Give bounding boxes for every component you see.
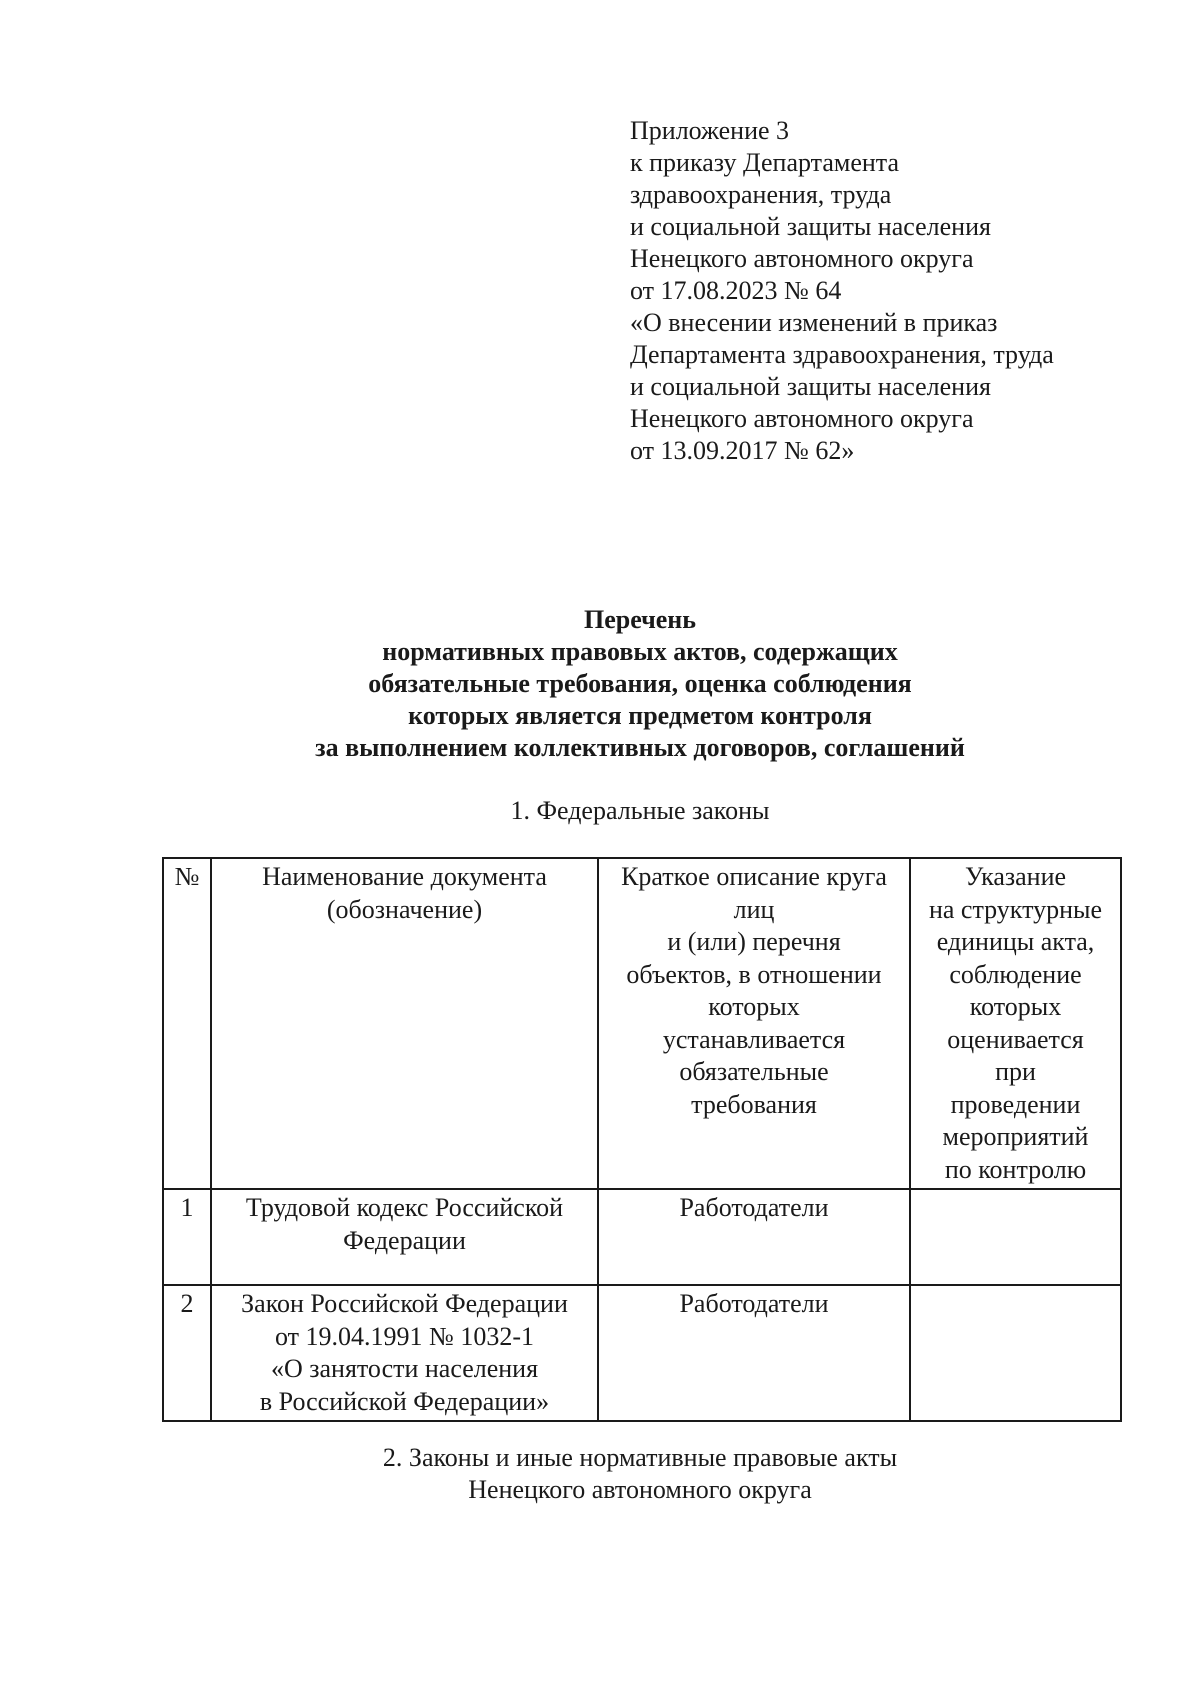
table-row <box>163 1189 1121 1285</box>
cell-structural-units <box>910 1189 1121 1285</box>
annex-line: Приложение 3 <box>630 116 790 145</box>
cell-document-name: Трудовой кодекс Российской Федерации <box>211 1189 598 1285</box>
header-structural-units: Указание на структурные единицы акта, соблюдение которых оценивается при проведении мероприятий по контролю <box>910 858 1121 1189</box>
cell-number: 1 <box>163 1189 211 1285</box>
annex-line: и социальной защиты населения <box>630 212 991 241</box>
acts-table <box>162 857 1122 1422</box>
annex-line: Департамента здравоохранения, труда <box>630 340 1054 369</box>
section-1-heading: 1. Федеральные законы <box>510 796 770 825</box>
annex-line: от 17.08.2023 № 64 <box>630 276 842 305</box>
header-number: № <box>163 858 211 1189</box>
header-document-name: Наименование документа (обозначение) <box>211 858 598 1189</box>
annex-header <box>630 115 1150 467</box>
header-description: Краткое описание круга лиц и (или) перечня объектов, в отношении которых устанавливается обязательные требования <box>598 858 910 1189</box>
annex-line: Ненецкого автономного округа <box>630 404 974 433</box>
section-2-heading <box>150 1442 1130 1506</box>
annex-line: к приказу Департамента <box>630 148 900 177</box>
annex-line: здравоохранения, труда <box>630 180 892 209</box>
title-line: за выполнением коллективных договоров, соглашений <box>315 733 965 762</box>
cell-document-name: Закон Российской Федерации от 19.04.1991 № 1032-1 «О занятости населения в Российской Федерации» <box>211 1285 598 1421</box>
title-line: Перечень <box>583 605 697 634</box>
table-header-row <box>163 858 1121 1189</box>
section-2-line: Ненецкого автономного округа <box>468 1475 812 1504</box>
cell-description: Работодатели <box>598 1189 910 1285</box>
cell-number: 2 <box>163 1285 211 1421</box>
cell-description: Работодатели <box>598 1285 910 1421</box>
table-row <box>163 1285 1121 1421</box>
annex-line: Ненецкого автономного округа <box>630 244 974 273</box>
title-line: нормативных правовых актов, содержащих <box>382 637 898 666</box>
annex-line: от 13.09.2017 № 62» <box>630 436 855 465</box>
annex-line: «О внесении изменений в приказ <box>630 308 998 337</box>
title-line: обязательные требования, оценка соблюдения <box>368 669 912 698</box>
cell-structural-units <box>910 1285 1121 1421</box>
document-title <box>150 604 1130 764</box>
section-2-line: 2. Законы и иные нормативные правовые акты <box>382 1443 898 1472</box>
annex-line: и социальной защиты населения <box>630 372 991 401</box>
title-line: которых является предметом контроля <box>408 701 872 730</box>
